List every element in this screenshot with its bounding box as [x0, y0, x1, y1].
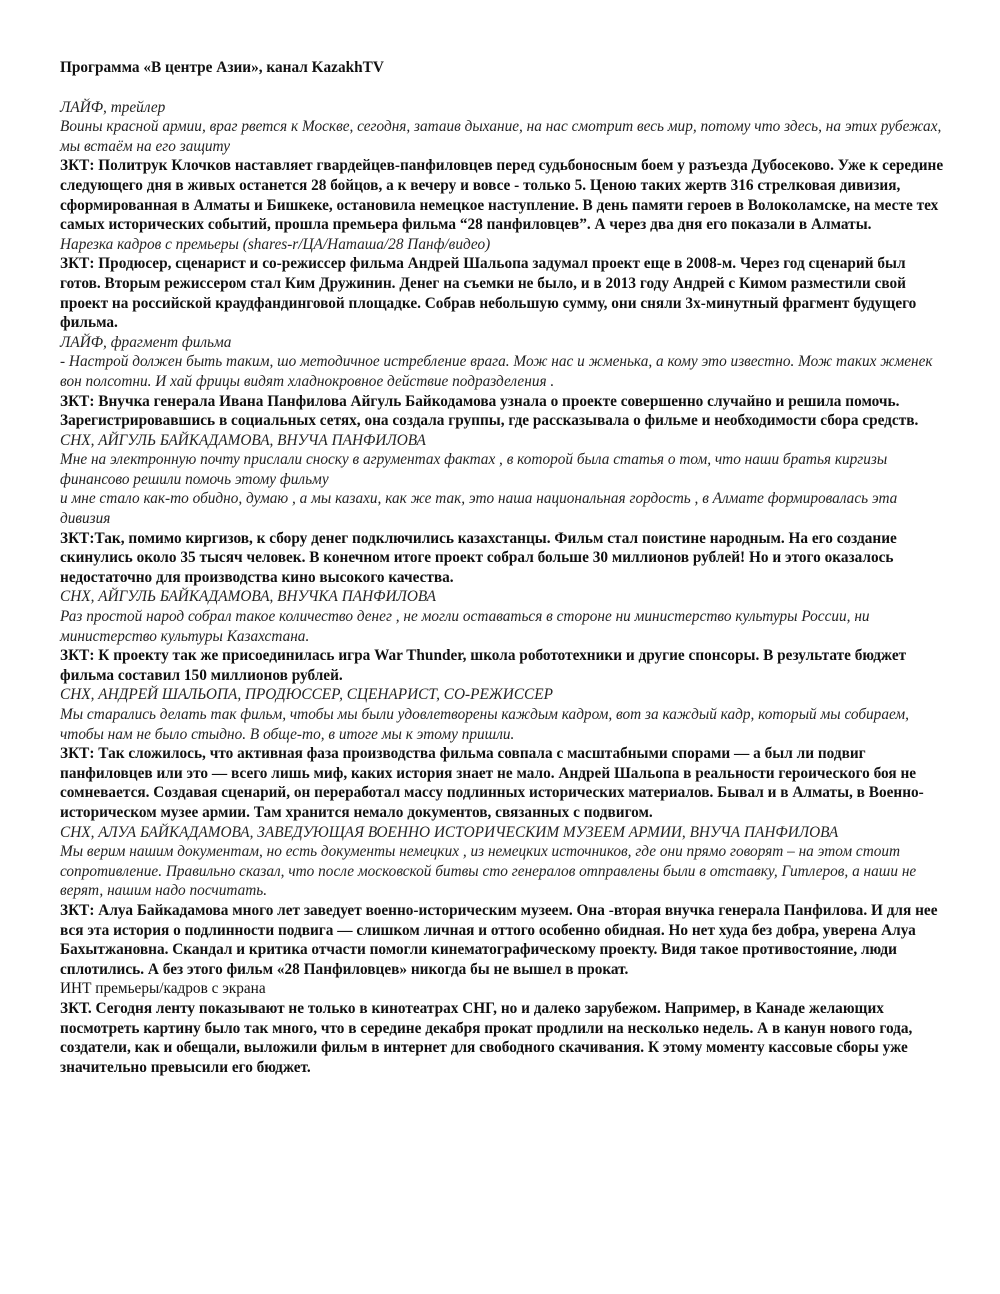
- sync-quote-paragraph: СНХ, АЙГУЛЬ БАЙКАДАМОВА, ВНУЧКА ПАНФИЛОВА: [60, 588, 437, 606]
- voiceover-paragraph: ЗКТ. Сегодня ленту показывают не только в кинотеатрах СНГ, но и далеко зарубежом. Например, в Канаде желающих посмотреть картину было так много, что в середине декабря прокат продлили на несколько недель. А в канун нового года, создатели, как и обещали, выложили фильм в интернет для свободного скачивания. К этому моменту кассовые сборы уже значительно превысили его бюджет.: [60, 999, 913, 1076]
- sync-quote-paragraph: Мы верим нашим документам, но есть документы немецких , из немецких источников, где они прямо говорят – на этом стоит сопротивление. Правильно сказал, что после московской битвы сто генералов отправлены были в отставку, Гитлеров, а наши не верят, нашим надо посчитать.: [60, 843, 917, 900]
- sync-quote-paragraph: ЛАЙФ, трейлер: [60, 98, 166, 116]
- document-title: Программа «В центре Азии», канал KazakhTV: [60, 59, 384, 76]
- voiceover-paragraph: ЗКТ: Алуа Байкадамова много лет заведует военно-историческим музеем. Она -вторая внучка генерала Панфилова. И для нее вся эта история о подлинности подвига — слишком личная и оттого особенно обидная. Но нет худа без добра, уверена Алуа Бахытжановна. Скандал и критика отчасти помогли кинематографическому проекту. Видя такое противостояние, люди сплотились. А без этого фильм «28 Панфиловцев» никогда бы не вышел в прокат.: [60, 901, 938, 978]
- sync-quote-paragraph: ЛАЙФ, фрагмент фильма: [60, 333, 232, 351]
- voiceover-paragraph: ЗКТ:Так, помимо киргизов, к сбору денег подключились казахстанцы. Фильм стал поистине народным. На его создание скинулись около 35 тысяч человек. В конечном итоге проект собрал больше 30 миллионов рублей! Но и этого оказалось недостаточно для производства кино высокого качества.: [60, 529, 897, 586]
- sync-quote-paragraph: Раз простой народ собрал такое количество денег , не могли оставаться в стороне ни министерство культуры России, ни министерство культуры Казахстана.: [60, 608, 870, 645]
- voiceover-paragraph: ЗКТ: Продюсер, сценарист и со-режиссер фильма Андрей Шальопа задумал проект еще в 2008-м. Через год сценарий был готов. Вторым режиссером стал Ким Дружинин. Денег на съемки не было, и в 2013 году Андрей с Кимом разместили свой проект на российской краудфандинговой площадке. Собрав небольшую сумму, они сняли 3х-минутный фрагмент будущего фильма.: [60, 255, 917, 332]
- sync-quote-paragraph: и мне стало как-то обидно, думаю , а мы казахи, как же так, это наша национальная гордость , в Алмате формировалась эта дивизия: [60, 490, 898, 528]
- voiceover-paragraph: ЗКТ: Так сложилось, что активная фаза производства фильма совпала с масштабными спорами — а был ли подвиг панфиловцев или это — всего лишь миф, каких история знает не мало. Андрей Шальопа в реальности героического боя не сомневается. Создавая сценарий, он переработал массу подлинных исторических материалов. Бывал и в Алматы, в Военно-историческом музее армии. Там хранится немало документов, связанных с подвигом.: [60, 745, 924, 821]
- document-body: [60, 98, 945, 1078]
- sync-quote-paragraph: Нарезка кадров с премьеры (shares-r/ЦА/Наташа/28 Панф/видео): [60, 235, 491, 253]
- sync-quote-paragraph: Мы старались делать так фильм, чтобы мы были удовлетворены каждым кадром, вот за каждый кадр, который мы собираем, чтобы нам не было стыдно. В обще-то, в итоге мы к этому пришли.: [60, 706, 909, 743]
- voiceover-paragraph: ЗКТ: Внучка генерала Ивана Панфилова Айгуль Байкодамова узнала о проекте совершенно случайно и решила помочь. Зарегистрировавшись в социальных сетях, она создала группы, где рассказывала о фильме и необходимости сбора средств.: [60, 392, 919, 430]
- document-page: [60, 58, 945, 1077]
- voiceover-paragraph: ЗКТ: Политрук Клочков наставляет гвардейцев-панфиловцев перед судьбоносным боем у разъезда Дубосеково. Уже к середине следующего дня в живых останется 28 бойцов, а к вечеру и вовсе - только 5. Ценою таких жертв 316 стрелковая дивизия, сформированная в Алматы и Бишкеке, остановила немецкое наступление. В день памяти героев в Волоколамске, на месте тех самых исторических событий, прошла премьера фильма “28 панфиловцев”. А через два дня его показали в Алматы.: [60, 157, 944, 234]
- sync-quote-paragraph: - Настрой должен быть таким, шо методичное истребление врага. Мож нас и жменька, а кому это известно. Мож таких жменек вон полсотни. И хай фрицы видят хладнокровное действие подразделения .: [60, 353, 933, 390]
- sync-quote-paragraph: Воины красной армии, враг рвется к Москве, сегодня, затаив дыхание, на нас смотрит весь мир, потому что здесь, на этих рубежах, мы встаём на его защиту: [60, 118, 942, 155]
- sync-quote-paragraph: СНХ, АНДРЕЙ ШАЛЬОПА, ПРОДЮССЕР, СЦЕНАРИСТ, СО-РЕЖИССЕР: [60, 686, 553, 704]
- production-note: ИНТ премьеры/кадров с экрана: [60, 980, 266, 998]
- sync-quote-paragraph: СНХ, АЛУА БАЙКАДАМОВА, ЗАВЕДУЮЩАЯ ВОЕННО ИСТОРИЧЕСКИМ МУЗЕЕМ АРМИИ, ВНУЧА ПАНФИЛОВА: [60, 823, 839, 841]
- sync-quote-paragraph: Мне на электронную почту прислали сноску в агрументах фактах , в которой была статья о том, что наши братья киргизы финансово решили помочь этому фильму: [60, 451, 888, 488]
- voiceover-paragraph: ЗКТ: К проекту так же присоединилась игра War Thunder, школа робототехники и другие спонсоры. В результате бюджет фильма составил 150 миллионов рублей.: [60, 647, 907, 684]
- sync-quote-paragraph: СНХ, АЙГУЛЬ БАЙКАДАМОВА, ВНУЧА ПАНФИЛОВА: [60, 431, 426, 449]
